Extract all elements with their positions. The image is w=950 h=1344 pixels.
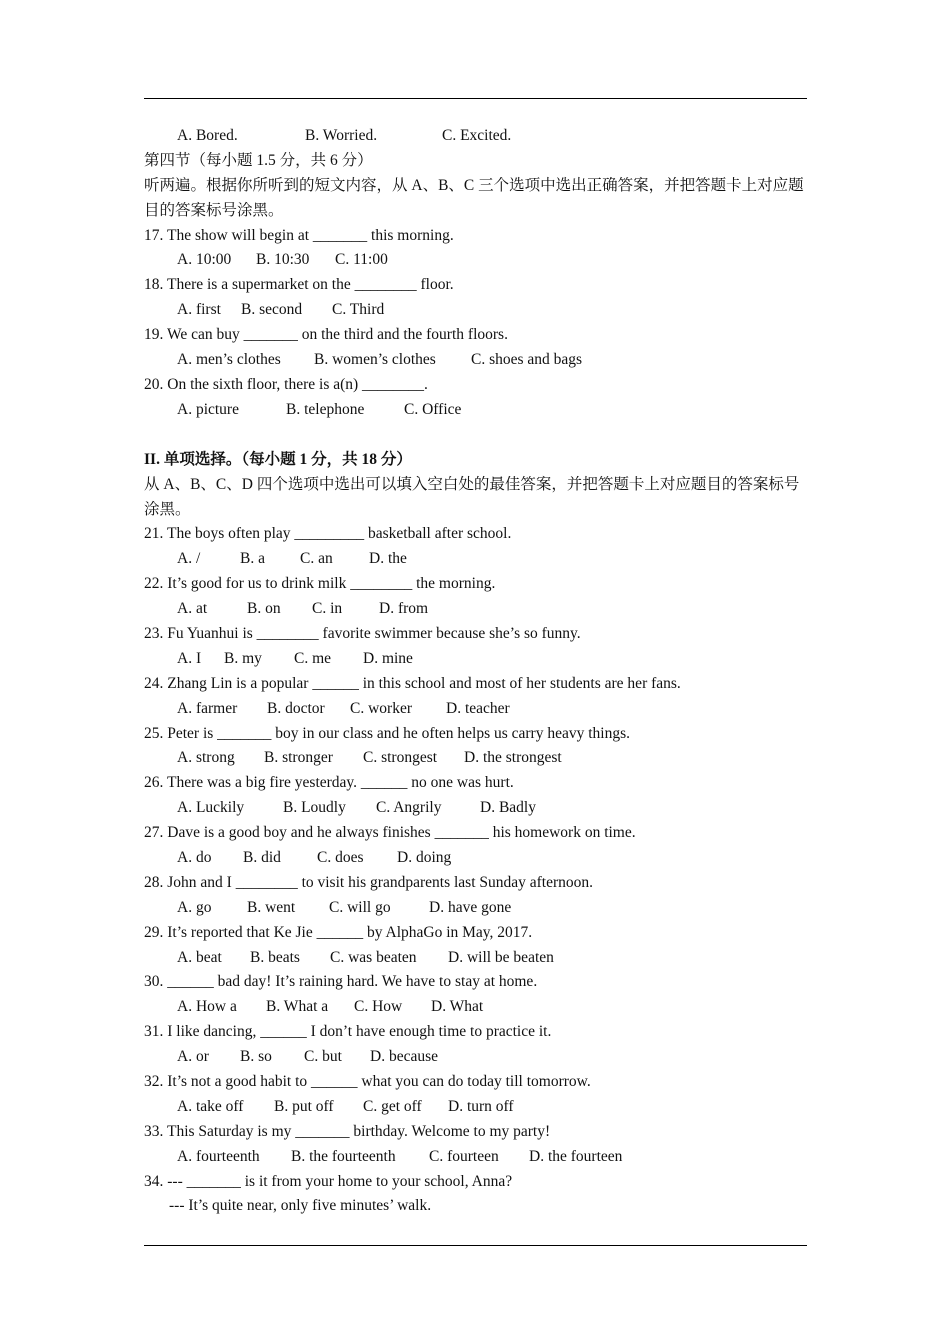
option-a: A. fourteenth xyxy=(177,1147,260,1165)
option-d: D. the xyxy=(369,550,407,568)
option-d: D. doing xyxy=(397,849,452,866)
option-b: B. doctor xyxy=(267,699,325,717)
option-a: A. 10:00 xyxy=(177,251,232,269)
option-b: B. my xyxy=(224,649,262,667)
option-c: C. will go xyxy=(329,898,391,916)
question-stem: 20. On the sixth floor, there is a(n) ________. xyxy=(144,375,428,393)
question-stem: 30. ______ bad day! It’s raining hard. We have to stay at home. xyxy=(144,973,538,991)
option-a: A. farmer xyxy=(177,699,238,717)
options-row xyxy=(144,1145,808,1170)
option-b: B. on xyxy=(247,600,281,618)
option-a: A. I xyxy=(177,649,202,667)
option-a: A. strong xyxy=(177,749,235,767)
options-row xyxy=(144,298,808,323)
question-stem: 28. John and I ________ to visit his grandparents last Sunday afternoon. xyxy=(144,873,594,891)
header-rule xyxy=(144,98,807,99)
option-a: A. first xyxy=(177,301,221,319)
option-c: C. How xyxy=(354,998,403,1016)
options-row xyxy=(144,647,808,672)
option-c: C. Excited. xyxy=(442,127,512,144)
option-c: C. Third xyxy=(332,301,385,319)
question-stem: 34. --- _______ is it from your home to your school, Anna? xyxy=(144,1172,513,1190)
option-c: C. me xyxy=(294,649,332,667)
option-d: D. turn off xyxy=(448,1097,514,1115)
question-stem: 22. It’s good for us to drink milk ________ the morning. xyxy=(144,575,496,593)
question-stem: 29. It’s reported that Ke Jie ______ by AlphaGo in May, 2017. xyxy=(144,923,533,941)
option-a: A. Luckily xyxy=(177,799,245,817)
option-a: A. picture xyxy=(177,400,239,418)
question-stem: 24. Zhang Lin is a popular ______ in this school and most of her students are her fans. xyxy=(144,674,681,692)
option-b: B. did xyxy=(243,849,281,866)
dialogue-reply: --- It’s quite near, only five minutes’ walk. xyxy=(169,1197,432,1215)
options-row xyxy=(144,846,808,871)
option-d: D. teacher xyxy=(446,699,510,717)
option-b: B. women’s clothes xyxy=(314,351,436,369)
option-d: D. Badly xyxy=(480,799,536,817)
option-d: D. mine xyxy=(363,649,413,667)
section4-instruction: 听两遍。根据你所听到的短文内容，从 A、B、C 三个选项中选出正确答案，并把答题卡上对应题目的答案标号涂黑。 xyxy=(144,176,804,219)
options-row xyxy=(144,248,808,273)
question-stem: 18. There is a supermarket on the ________ floor. xyxy=(144,276,454,294)
options-row xyxy=(144,1045,808,1070)
option-d: D. because xyxy=(370,1048,438,1066)
option-b: B. the fourteenth xyxy=(291,1147,396,1165)
option-c: C. shoes and bags xyxy=(471,351,583,369)
question-stem: 31. I like dancing, ______ I don’t have enough time to practice it. xyxy=(144,1023,552,1041)
part2-instruction: 从 A、B、C、D 四个选项中选出可以填入空白处的最佳答案，并把答题卡上对应题目的答案标号涂黑。 xyxy=(144,475,800,518)
option-d: D. the strongest xyxy=(464,749,562,767)
options-row xyxy=(144,995,808,1020)
option-b: B. What a xyxy=(266,998,329,1016)
option-a: A. / xyxy=(177,550,201,568)
option-c: C. get off xyxy=(363,1097,422,1115)
question-stem: 21. The boys often play _________ basketball after school. xyxy=(144,525,512,543)
option-d: D. have gone xyxy=(429,898,512,916)
option-b: B. put off xyxy=(274,1097,334,1115)
option-a: A. at xyxy=(177,600,208,618)
option-a: A. go xyxy=(177,898,212,916)
option-c: C. Office xyxy=(404,400,462,418)
question-stem: 27. Dave is a good boy and he always finishes _______ his homework on time. xyxy=(144,824,636,842)
option-d: D. will be beaten xyxy=(448,948,554,966)
option-c: C. fourteen xyxy=(429,1147,499,1165)
option-c: C. was beaten xyxy=(330,948,417,966)
option-c: C. 11:00 xyxy=(335,251,388,269)
option-c: C. Angrily xyxy=(376,799,442,817)
option-a: A. or xyxy=(177,1048,209,1066)
option-c: C. an xyxy=(300,550,333,568)
option-b: B. went xyxy=(247,898,296,916)
options-row xyxy=(144,547,808,572)
option-b: B. Loudly xyxy=(283,799,346,817)
options-row xyxy=(144,398,808,423)
option-b: B. second xyxy=(241,301,303,319)
question-stem: 32. It’s not a good habit to ______ what you can do today till tomorrow. xyxy=(144,1073,591,1091)
option-c: C. in xyxy=(312,600,343,618)
option-c: C. strongest xyxy=(363,749,438,767)
option-c: C. worker xyxy=(350,699,412,717)
option-a: A. take off xyxy=(177,1097,244,1115)
option-b: B. Worried. xyxy=(305,127,378,144)
question-stem: 26. There was a big fire yesterday. ______ no one was hurt. xyxy=(144,774,514,792)
option-b: B. so xyxy=(240,1048,272,1066)
option-b: B. telephone xyxy=(286,400,365,418)
option-a: A. do xyxy=(177,849,212,866)
options-row xyxy=(144,697,808,722)
option-a: A. men’s clothes xyxy=(177,351,281,369)
options-row xyxy=(144,746,808,771)
options-row xyxy=(144,946,808,971)
footer-rule xyxy=(144,1245,807,1246)
question-stem: 25. Peter is _______ boy in our class and he often helps us carry heavy things. xyxy=(144,724,631,742)
option-b: B. a xyxy=(240,550,265,568)
question-stem: 17. The show will begin at _______ this morning. xyxy=(144,226,454,244)
option-c: C. but xyxy=(304,1048,342,1066)
option-c: C. does xyxy=(317,849,364,866)
options-row xyxy=(144,348,808,373)
question-stem: 19. We can buy _______ on the third and the fourth floors. xyxy=(144,326,508,344)
option-b: B. beats xyxy=(250,948,300,966)
exam-page-content xyxy=(144,124,808,1219)
options-row xyxy=(144,896,808,921)
part2-title: II. 单项选择。（每小题 1 分，共 18 分） xyxy=(144,450,412,468)
option-a: A. How a xyxy=(177,998,237,1016)
options-row xyxy=(144,796,808,821)
section4-title: 第四节（每小题 1.5 分，共 6 分） xyxy=(144,151,373,169)
option-b: B. 10:30 xyxy=(256,251,310,269)
option-b: B. stronger xyxy=(264,749,333,767)
section-spacer xyxy=(144,423,808,448)
option-a: A. beat xyxy=(177,948,222,966)
option-d: D. the fourteen xyxy=(529,1147,623,1165)
options-row xyxy=(144,1095,808,1120)
options-row xyxy=(144,124,808,149)
option-a: A. Bored. xyxy=(177,127,238,144)
option-d: D. from xyxy=(379,600,429,618)
options-row xyxy=(144,597,808,622)
option-d: D. What xyxy=(431,998,484,1016)
question-stem: 23. Fu Yuanhui is ________ favorite swimmer because she’s so funny. xyxy=(144,624,581,642)
question-stem: 33. This Saturday is my _______ birthday. Welcome to my party! xyxy=(144,1122,551,1140)
